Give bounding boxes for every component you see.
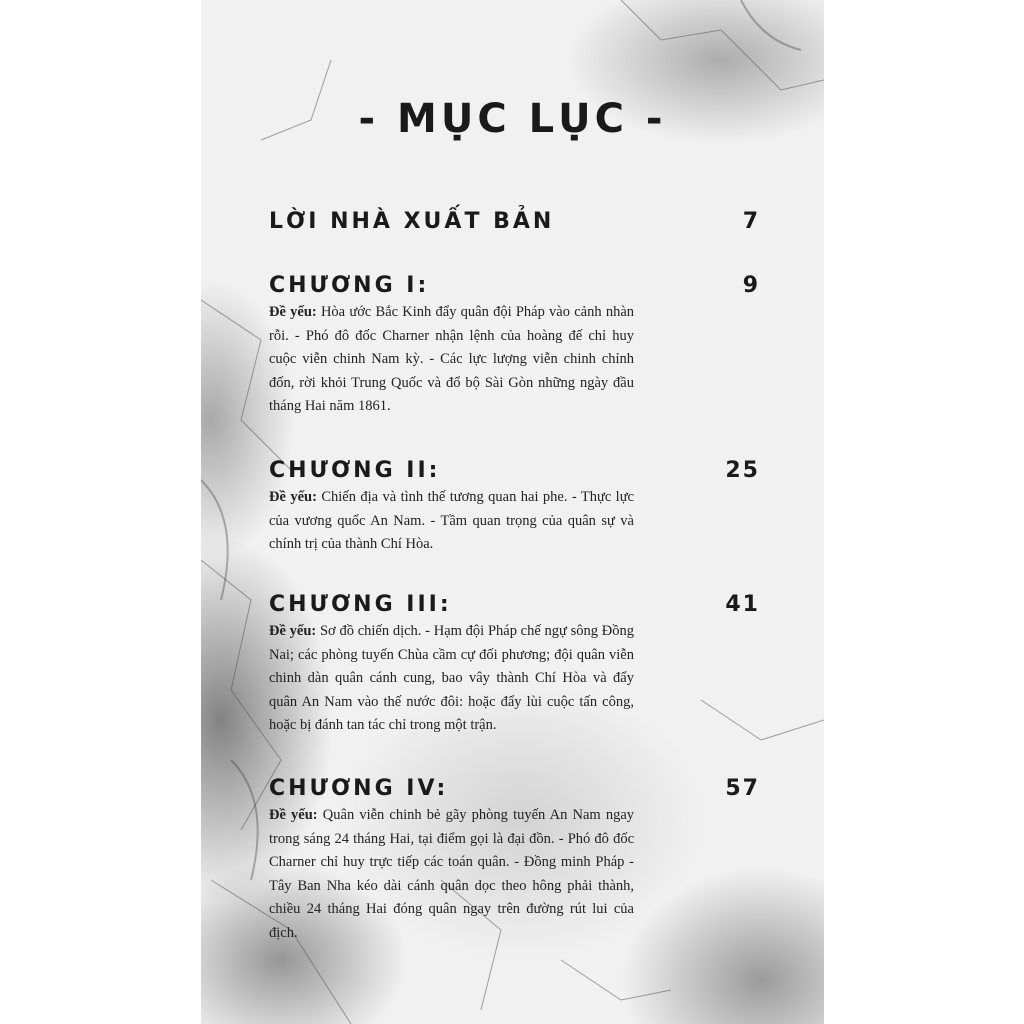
summary-text: Quân viễn chinh bẻ gãy phòng tuyến An Nam ngay trong sáng 24 tháng Hai, tại điểm gọi là đại đồn. - Phó đô đốc Charner chỉ huy trực tiếp các toán quân. - Đồng minh Pháp - Tây Ban Nha kéo dài cánh quân dọc theo hông phải thành, chiều 24 tháng Hai đóng quân ngay trên đường rút lui của địch.	[269, 807, 634, 941]
toc-entry-page: 41	[725, 592, 760, 617]
summary-label: Đề yếu:	[269, 807, 318, 823]
toc-heading: - MỤC LỤC -	[358, 96, 667, 142]
summary-text: Sơ đồ chiến dịch. - Hạm đội Pháp chế ngự sông Đồng Nai; các phòng tuyến Chùa cầm cự đối phương; đội quân viễn chinh dàn quân cánh cung, bao vây thành Chí Hòa và đẩy quân An Nam vào thế nước đôi: hoặc đẩy lùi cuộc tấn công, hoặc bị đánh tan tác chỉ trong một trận.	[269, 623, 635, 733]
toc-entry-title: CHƯƠNG I:	[269, 273, 430, 298]
summary-label: Đề yếu:	[269, 304, 317, 320]
summary-label: Đề yếu:	[269, 489, 317, 505]
toc-entry-page: 9	[742, 273, 760, 298]
toc-entry-page: 25	[725, 458, 760, 483]
chapter-summary	[269, 804, 634, 945]
chapter-summary	[269, 620, 634, 738]
summary-text: Chiến địa và tình thế tương quan hai phe. - Thực lực của vương quốc An Nam. - Tầm quan trọng của quân sự và chính trị của thành Chí Hòa.	[269, 489, 634, 552]
chapter-summary	[269, 301, 634, 419]
toc-entry-title: CHƯƠNG IV:	[269, 776, 449, 801]
summary-label: Đề yếu:	[269, 623, 317, 639]
toc-entry-title: CHƯƠNG II:	[269, 458, 441, 483]
toc-entry-page: 57	[725, 776, 760, 801]
chapter-summary	[269, 486, 634, 557]
toc-entry-title: CHƯƠNG III:	[269, 592, 452, 617]
toc-entry-title: LỜI NHÀ XUẤT BẢN	[269, 209, 555, 234]
summary-text: Hòa ước Bắc Kinh đẩy quân đội Pháp vào cảnh nhàn rỗi. - Phó đô đốc Charner nhận lệnh của hoàng đế chỉ huy cuộc viễn chinh Nam kỳ. - Các lực lượng viễn chinh chỉnh đốn, rời khỏi Trung Quốc và đổ bộ Sài Gòn những ngày đầu tháng Hai năm 1861.	[269, 304, 634, 414]
book-page	[201, 0, 824, 1024]
toc-entry-page: 7	[742, 209, 760, 234]
